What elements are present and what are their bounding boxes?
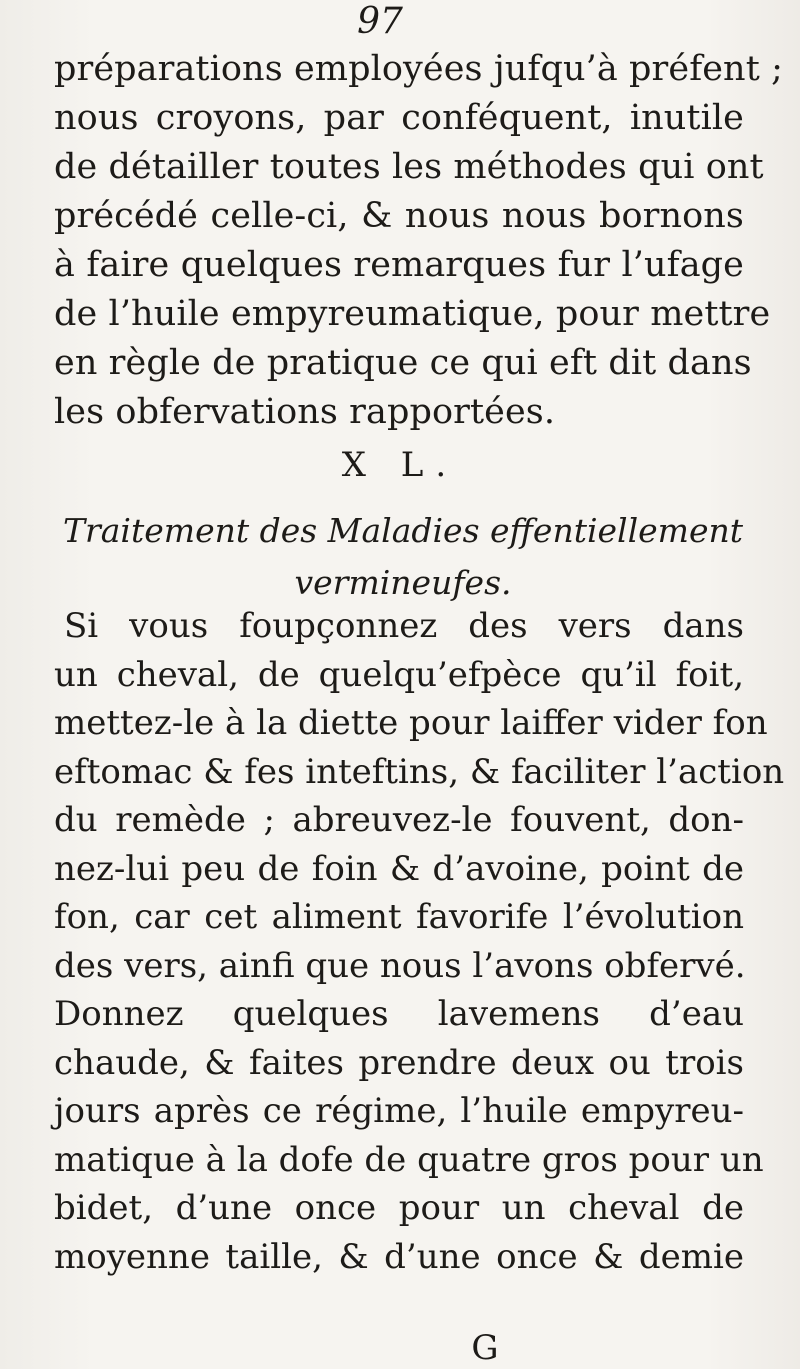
text-line: en règle de pratique ce qui eft dit dans (54, 343, 752, 383)
title-line: vermineufes. (294, 563, 512, 602)
title-line: Traitement des Maladies effentiellement (62, 511, 744, 550)
text-line: matique à la dofe de quatre gros pour un (54, 1139, 764, 1180)
text-line: jours après ce régime, l’huile empyreu- (54, 1091, 744, 1131)
signature-mark: G (471, 1328, 499, 1368)
page-number: 97 (357, 1, 403, 42)
text-line: nous croyons, par conféquent, inutile (54, 98, 744, 138)
text-line: bidet, d’une once pour un cheval de (54, 1188, 744, 1228)
text-line: nez-lui peu de foin & d’avoine, point de (54, 848, 744, 889)
text-line: moyenne taille, & d’une once & demie (54, 1236, 744, 1277)
text-line: du remède ; abreuvez-le fouvent, don- (54, 800, 744, 840)
text-line: préparations employées jufqu’à préfent ; (54, 49, 783, 89)
text-line: précédé celle-ci, & nous nous bornons (54, 196, 744, 236)
section-number: X L. (341, 445, 459, 485)
text-line: de l’huile empyreumatique, pour mettre (54, 294, 771, 334)
text-line: fon, car cet aliment favorife l’évolution (54, 897, 744, 937)
body-paragraph (54, 602, 785, 1281)
text-line: eftomac & fes inteftins, & faciliter l’action (54, 751, 785, 792)
text-line: Donnez quelques lavemens d’eau (54, 994, 744, 1034)
top-paragraph (54, 45, 783, 437)
text-line: à faire quelques remarques fur l’ufage (54, 245, 744, 285)
text-line: des vers, ainfi que nous l’avons obfervé. (54, 945, 746, 986)
text-line: les obfervations rapportées. (54, 392, 556, 432)
text-line: de détailler toutes les méthodes qui ont (54, 147, 764, 187)
section-title (58, 505, 748, 609)
text-line: un cheval, de quelqu’efpèce qu’il foit, (54, 654, 744, 695)
text-line: chaude, & faites prendre deux ou trois (54, 1042, 744, 1083)
text-line: mettez-le à la diette pour laiffer vider fon (54, 703, 768, 743)
text-line: Si vous foupçonnez des vers dans (64, 606, 744, 646)
